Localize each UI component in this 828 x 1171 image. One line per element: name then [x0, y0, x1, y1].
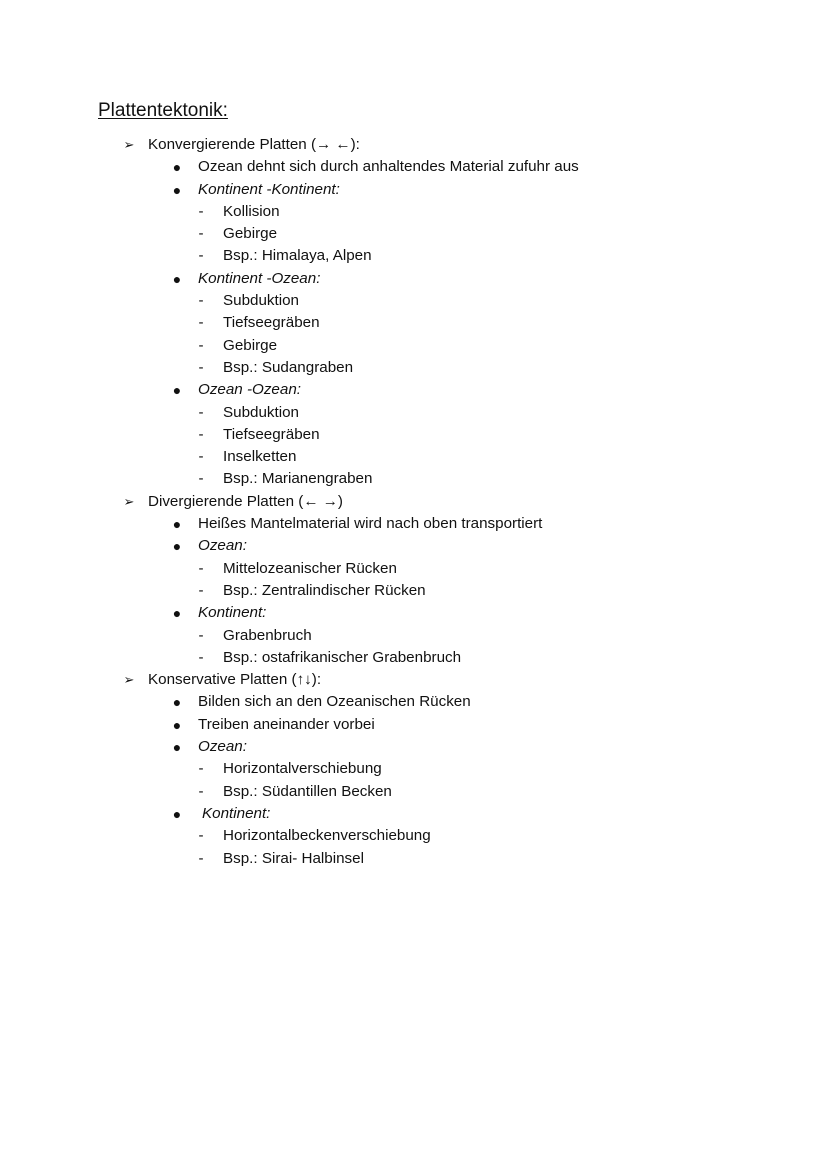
- bullet-item: [0, 714, 828, 736]
- line-text: Ozean -Ozean:: [198, 381, 301, 399]
- dash-item: [0, 758, 828, 780]
- section-heading: [0, 134, 828, 156]
- dash-item: [0, 647, 828, 669]
- line-text: Tiefseegräben: [223, 314, 320, 332]
- line-text: Ozean:: [198, 738, 247, 756]
- line-text: Tiefseegräben: [223, 425, 320, 443]
- dash-item: [0, 424, 828, 446]
- line-text: Mittelozeanischer Rücken: [223, 559, 397, 577]
- line-text: Bsp.: Marianengraben: [223, 470, 373, 488]
- dash-marker: -: [198, 470, 204, 488]
- dash-item: [0, 335, 828, 357]
- dash-item: [0, 580, 828, 602]
- line-text: Konservative Platten (↑↓):: [148, 671, 322, 689]
- dot-bullet-icon: ●: [172, 382, 182, 399]
- line-text: Gebirge: [223, 336, 278, 354]
- dash-item: [0, 201, 828, 223]
- line-text: Grabenbruch: [223, 626, 312, 644]
- arrow-bullet-icon: ➢: [123, 137, 135, 152]
- dash-marker: -: [198, 760, 204, 778]
- bullet-item: [0, 156, 828, 178]
- dot-bullet-icon: ●: [172, 516, 182, 533]
- dash-item: [0, 468, 828, 490]
- line-text: Gebirge: [223, 225, 278, 243]
- dash-item: [0, 245, 828, 267]
- dash-item: [0, 312, 828, 334]
- dash-marker: -: [198, 336, 204, 354]
- bullet-item: [0, 602, 828, 624]
- bullet-item: [0, 513, 828, 535]
- line-text: Subduktion: [223, 292, 299, 310]
- dash-item: [0, 357, 828, 379]
- dash-item: [0, 848, 828, 870]
- dash-item: [0, 781, 828, 803]
- dash-item: [0, 223, 828, 245]
- line-text: Kontinent -Ozean:: [198, 269, 321, 287]
- line-text: Ozean dehnt sich durch anhaltendes Material zufuhr aus: [198, 158, 579, 176]
- dot-bullet-icon: ●: [172, 716, 182, 733]
- dash-item: [0, 446, 828, 468]
- dash-item: [0, 558, 828, 580]
- line-text: Bilden sich an den Ozeanischen Rücken: [198, 693, 471, 711]
- section-heading: [0, 669, 828, 691]
- dash-marker: -: [198, 202, 204, 220]
- dot-bullet-icon: ●: [172, 605, 182, 622]
- dot-bullet-icon: ●: [172, 739, 182, 756]
- line-text: Bsp.: Himalaya, Alpen: [223, 247, 372, 265]
- dash-marker: -: [198, 626, 204, 644]
- dot-bullet-icon: ●: [172, 159, 182, 176]
- bullet-item: [0, 736, 828, 758]
- bullet-item: [0, 268, 828, 290]
- outline-list: [0, 134, 828, 870]
- line-text: Kontinent -Kontinent:: [198, 180, 340, 198]
- line-text: Subduktion: [223, 403, 299, 421]
- dash-marker: -: [198, 358, 204, 376]
- dash-item: [0, 290, 828, 312]
- line-text: Bsp.: Sirai- Halbinsel: [223, 849, 364, 867]
- dash-marker: -: [198, 849, 204, 867]
- dash-marker: -: [198, 247, 204, 265]
- line-text: Bsp.: Zentralindischer Rücken: [223, 581, 426, 599]
- line-text: Divergierende Platten (← →): [148, 492, 343, 510]
- line-text: Bsp.: ostafrikanischer Grabenbruch: [223, 648, 462, 666]
- dash-marker: -: [198, 292, 204, 310]
- bullet-item: [0, 379, 828, 401]
- line-text: Heißes Mantelmaterial wird nach oben transportiert: [198, 515, 543, 533]
- section-heading: [0, 491, 828, 513]
- bullet-item: [0, 803, 828, 825]
- dash-marker: -: [198, 225, 204, 243]
- line-text: Horizontalbeckenverschiebung: [223, 827, 431, 845]
- line-text: Ozean:: [198, 537, 247, 555]
- page-title: Plattentektonik:: [98, 100, 228, 121]
- dot-bullet-icon: ●: [172, 538, 182, 555]
- line-text: Inselketten: [223, 448, 297, 466]
- line-text: Bsp.: Sudangraben: [223, 358, 354, 376]
- dash-marker: -: [198, 314, 204, 332]
- dash-marker: -: [198, 403, 204, 421]
- dash-marker: -: [198, 559, 204, 577]
- line-text: Kollision: [223, 202, 280, 220]
- bullet-item: [0, 535, 828, 557]
- line-text: Horizontalverschiebung: [223, 760, 382, 778]
- bullet-item: [0, 179, 828, 201]
- line-text: Kontinent:: [202, 804, 271, 822]
- line-text: Kontinent:: [198, 604, 267, 622]
- dot-bullet-icon: ●: [172, 694, 182, 711]
- dash-marker: -: [198, 827, 204, 845]
- dash-marker: -: [198, 581, 204, 599]
- bullet-item: [0, 691, 828, 713]
- arrow-bullet-icon: ➢: [123, 672, 135, 688]
- arrow-bullet-icon: ➢: [123, 493, 135, 509]
- line-text: Treiben aneinander vorbei: [198, 715, 375, 733]
- dot-bullet-icon: ●: [172, 270, 182, 287]
- dot-bullet-icon: ●: [172, 805, 182, 822]
- line-text: Bsp.: Südantillen Becken: [223, 782, 392, 800]
- dash-marker: -: [198, 782, 204, 800]
- dash-item: [0, 402, 828, 424]
- dash-marker: -: [198, 425, 204, 443]
- dot-bullet-icon: ●: [172, 181, 182, 198]
- dash-item: [0, 825, 828, 847]
- dash-marker: -: [198, 448, 204, 466]
- dash-item: [0, 625, 828, 647]
- line-text: Konvergierende Platten (→ ←):: [148, 136, 360, 153]
- dash-marker: -: [198, 648, 204, 666]
